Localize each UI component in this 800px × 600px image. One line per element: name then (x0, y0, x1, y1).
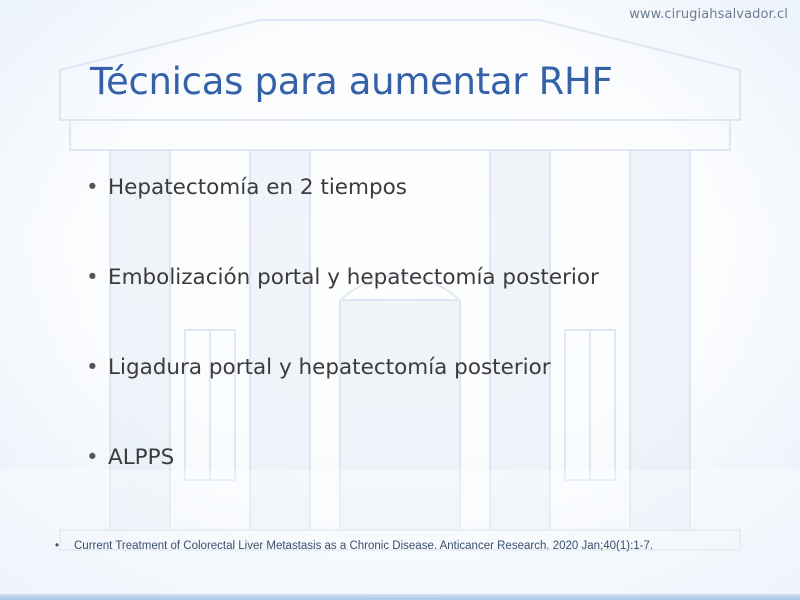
citation-bullet-marker: • (55, 540, 60, 552)
bullet-marker: • (86, 175, 99, 200)
bottom-divider (0, 594, 800, 600)
bullet-item (86, 445, 599, 535)
citation-text: Current Treatment of Colorectal Liver Metastasis as a Chronic Disease. Anticancer Research. 2020 Jan;40(1):1-7. (74, 540, 654, 552)
bullet-text: Embolización portal y hepatectomía posterior (108, 265, 599, 290)
website-url: www.cirugiahsalvador.cl (629, 7, 788, 22)
bullet-text: ALPPS (108, 445, 175, 470)
bullet-text: Hepatectomía en 2 tiempos (108, 175, 407, 200)
bullet-marker: • (86, 445, 99, 470)
bullet-item (86, 175, 599, 265)
bullet-item (86, 265, 599, 355)
bullet-item (86, 355, 599, 445)
citation (55, 540, 653, 552)
slide-title: Técnicas para aumentar RHF (90, 60, 613, 103)
bullet-text: Ligadura portal y hepatectomía posterior (108, 355, 551, 380)
bullet-marker: • (86, 265, 99, 290)
bullet-marker: • (86, 355, 99, 380)
bullet-list (86, 175, 599, 535)
